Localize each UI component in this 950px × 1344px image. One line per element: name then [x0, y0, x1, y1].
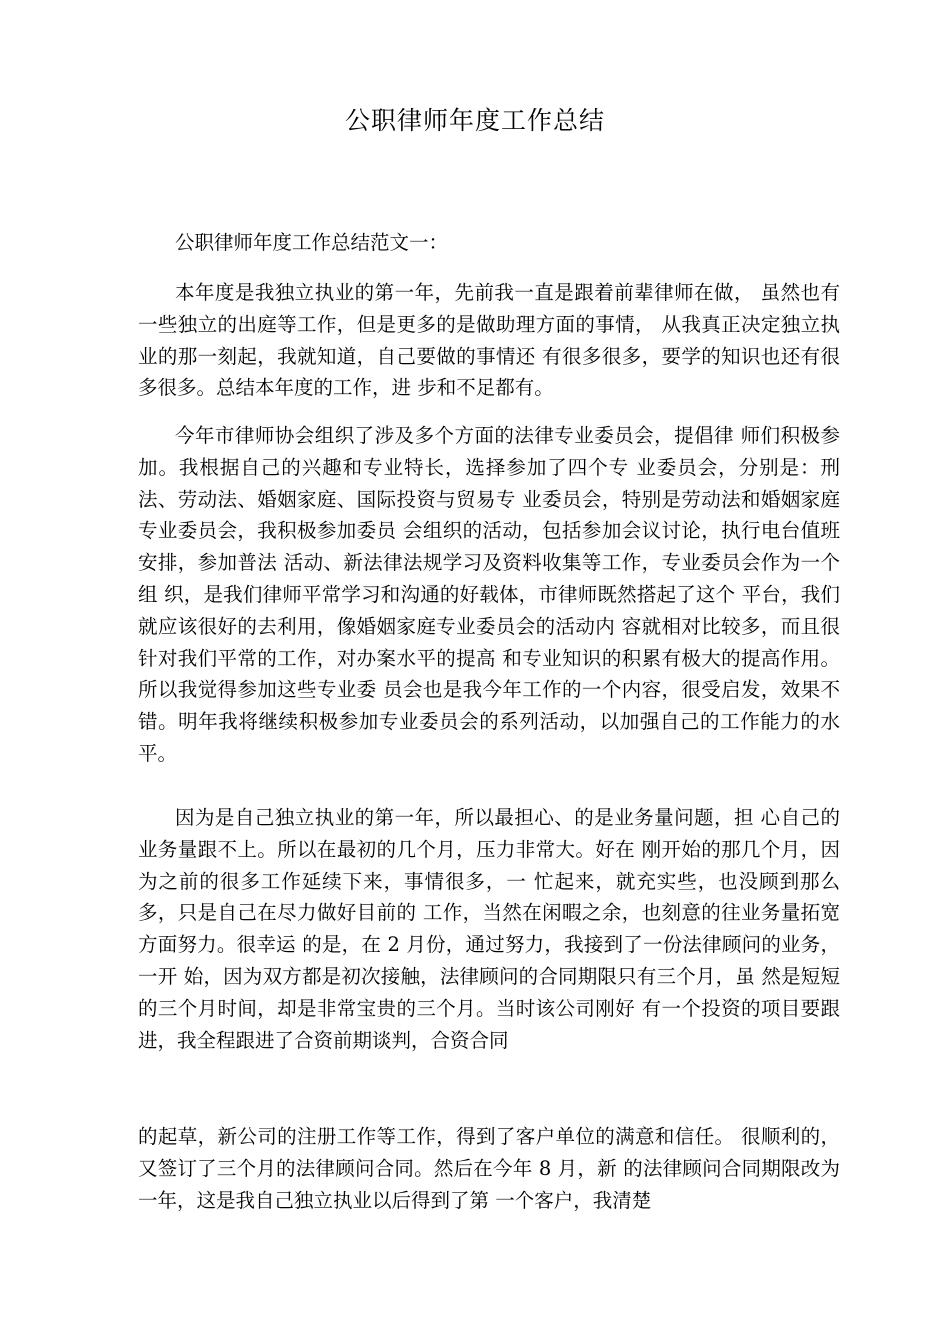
paragraph-3: 因为是自己独立执业的第一年，所以最担心、的是业务量问题，担 心自己的业务量跟不上。所以在最初的几个月，压力非常大。好在 刚开始的那几个月，因为之前的很多工作延续下来，事情很多，一 忙起来，就充实些，也没顾到那么多，只是自己在尽力做好目前的 工作，当然在闲暇之余，也刻意的往业务量拓宽方面努力。很幸运 的是，在 2 月份，通过努力，我接到了一份法律顾问的业务，一开 始，因为双方都是初次接触，法律顾问的合同期限只有三个月，虽 然是短短的三个月时间，却是非常宝贵的三个月。当时该公司刚好 有一个投资的项目要跟进，我全程跟进了合资前期谈判，合资合同 — [138, 806, 840, 1052]
paragraph-1: 本年度是我独立执业的第一年，先前我一直是跟着前辈律师在做， 虽然也有一些独立的出庭等工作，但是更多的是做助理方面的事情， 从我真正决定独立执业的那一刻起，我就知道，自己要做的事情还 有很多很多，要学的知识也还有很多很多。总结本年度的工作，进 步和不足都有。 — [138, 281, 840, 400]
section-subheading: 公职律师年度工作总结范文一： — [175, 231, 449, 254]
document-title: 公职律师年度工作总结 — [344, 106, 605, 135]
paragraph-2: 今年市律师协会组织了涉及多个方面的法律专业委员会，提倡律 师们积极参加。我根据自己的兴趣和专业特长，选择参加了四个专 业委员会，分别是：刑法、劳动法、婚姻家庭、国际投资与贸易专 业委员会，特别是劳动法和婚姻家庭专业委员会，我积极参加委员 会组织的活动，包括参加会议讨论，执行电台值班安排，参加普法 活动、新法律法规学习及资料收集等工作，专业委员会作为一个组 织，是我们律师平常学习和沟通的好载体，市律师既然搭起了这个 平台，我们就应该很好的去利用，像婚姻家庭专业委员会的活动内 容就相对比较多，而且很针对我们平常的工作，对办案水平的提高 和专业知识的积累有极大的提高作用。所以我觉得参加这些专业委 员会也是我今年工作的一个内容，很受启发，效果不错。明年我将继续积极参加专业委员会的系列活动，以加强自己的工作能力的水 平。 — [138, 424, 840, 765]
paragraph-4: 的起草，新公司的注册工作等工作，得到了客户单位的满意和信任。 很顺利的，又签订了三个月的法律顾问合同。然后在今年 8 月，新 的法律顾问合同期限改为一年，这是我自己独立执业以后得到了第 一个客户，我清楚 — [138, 1125, 840, 1212]
